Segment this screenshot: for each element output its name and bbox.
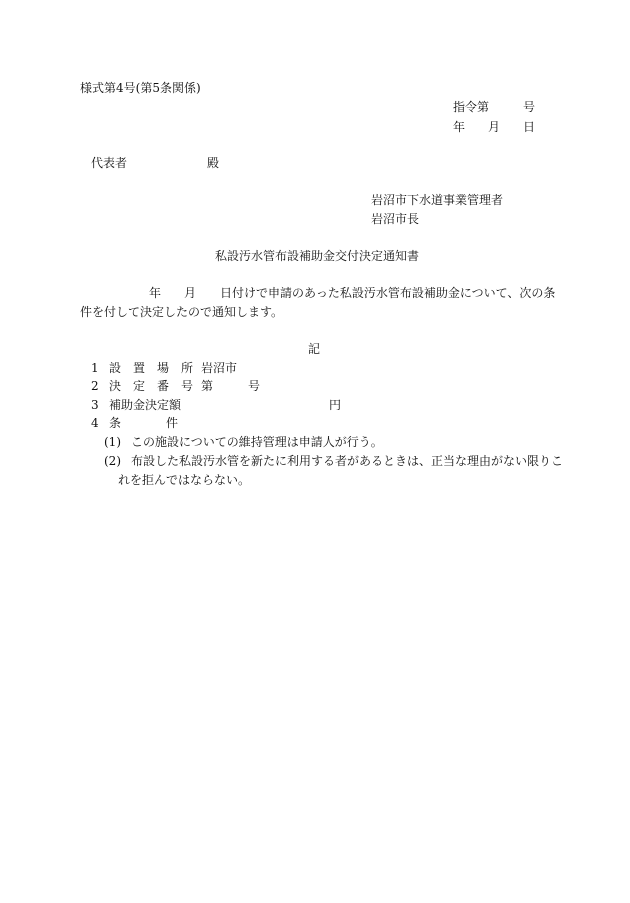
condition-text: この施設についての維持管理は申請人が行う。: [131, 435, 383, 449]
body-line-2: 件を付して決定したので通知します。: [80, 305, 284, 319]
item-value: 岩沼市: [201, 361, 238, 375]
form-label: 様式第4号(第5条関係): [80, 81, 201, 95]
ki-heading: 記: [308, 342, 321, 356]
item-number: 1: [91, 361, 99, 375]
item-value: 円: [329, 398, 342, 412]
date-month-label: 月: [488, 120, 501, 134]
body-month-label: 月: [184, 286, 197, 300]
document-title: 私設汚水管布設補助金交付決定通知書: [215, 249, 420, 263]
item-number: 4: [91, 416, 99, 430]
condition-text-line-1: 布設した私設汚水管を新たに利用する者があるときは、正当な理由がない限りこ: [131, 454, 564, 468]
item-label: 補助金決定額: [109, 398, 182, 412]
recipient-role: 代表者: [91, 156, 128, 170]
date-day-label: 日: [523, 120, 536, 134]
item-value-suffix: 号: [248, 379, 261, 393]
condition-text-line-2: れを拒んではならない。: [118, 473, 251, 487]
issuer-line-2: 岩沼市長: [371, 212, 420, 226]
condition-number: (2): [104, 454, 121, 468]
item-label-part-2: 件: [166, 416, 179, 430]
item-label: 決 定 番 号: [109, 379, 194, 393]
item-value-prefix: 第: [201, 379, 214, 393]
body-year-label: 年: [149, 286, 162, 300]
item-number: 3: [91, 398, 99, 412]
item-label: 設 置 場 所: [109, 361, 194, 375]
condition-number: (1): [104, 435, 121, 449]
directive-prefix: 指令第: [453, 100, 490, 114]
directive-suffix: 号: [523, 100, 536, 114]
date-year-label: 年: [453, 120, 466, 134]
item-label-part-1: 条: [109, 416, 122, 430]
item-number: 2: [91, 379, 99, 393]
recipient-honorific: 殿: [207, 156, 220, 170]
issuer-line-1: 岩沼市下水道事業管理者: [371, 193, 504, 207]
body-line-1: 日付けで申請のあった私設汚水管布設補助金について、次の条: [220, 286, 556, 300]
